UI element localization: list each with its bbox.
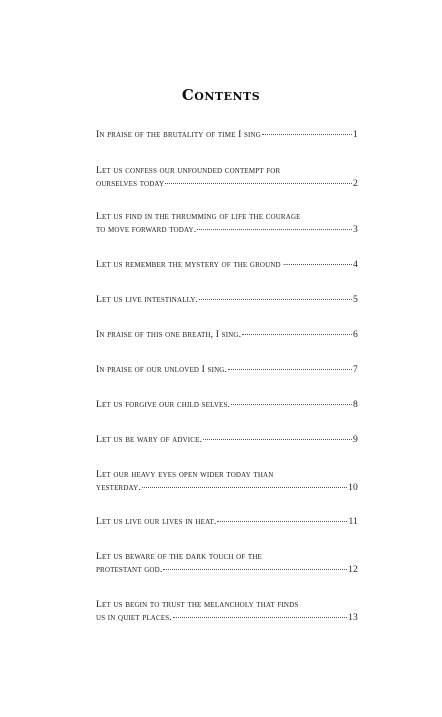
toc-entry-line: [96, 293, 358, 306]
toc-entry-line: [96, 398, 358, 411]
dot-leader: [165, 183, 352, 184]
toc-page-number: 9: [353, 434, 358, 445]
toc-entry-line: [96, 177, 358, 190]
dot-leader: [242, 334, 352, 335]
toc-page-number: 3: [353, 224, 358, 235]
toc-page-number: 10: [348, 482, 358, 493]
toc-entry-line: [96, 223, 358, 236]
dot-leader: [199, 299, 352, 300]
toc-entry-line: [96, 515, 358, 528]
toc-page-number: 5: [353, 294, 358, 305]
dot-leader: [173, 617, 347, 618]
toc-entry-line: [96, 598, 358, 611]
toc-entry-text: Let us remember the mystery of the ground –: [96, 259, 289, 270]
page-title: Contents: [181, 86, 261, 104]
toc-entry[interactable]: [96, 293, 358, 306]
toc-entry-line: [96, 328, 358, 341]
toc-page-number: 6: [353, 329, 358, 340]
toc-entry-text: In praise of this one breath, I sing.: [96, 329, 242, 340]
toc-entry-text: Let our heavy eyes open wider today than: [96, 469, 274, 480]
toc-page-number: 1: [353, 129, 358, 140]
dot-leader: [142, 487, 347, 488]
toc-entry-text: Let us forgive our child selves.: [96, 399, 231, 410]
dot-leader: [289, 264, 352, 265]
toc-entry-line: [96, 468, 358, 481]
dot-leader: [228, 369, 352, 370]
dot-leader: [217, 521, 347, 522]
toc-entry-text: In praise of the brutality of time I sing: [96, 129, 261, 140]
toc-entry-line: [96, 258, 358, 271]
toc-entry-text: us in quiet places.: [96, 612, 172, 623]
toc-entry-text: to move forward today.: [96, 224, 197, 235]
toc-entry-text: yesterday.: [96, 482, 141, 493]
dot-leader: [203, 439, 352, 440]
toc-entry-text: Let us confess our unfounded contempt for: [96, 165, 281, 176]
toc-entry-text: Let us live our lives in heat.: [96, 516, 217, 527]
toc-page-number: 12: [348, 564, 358, 575]
dot-leader: [231, 404, 352, 405]
toc-entry-line: [96, 550, 358, 563]
toc-page-number: 11: [348, 516, 358, 527]
toc-entry-text: Let us find in the thrumming of life the courage: [96, 211, 301, 222]
toc-entry[interactable]: [96, 515, 358, 528]
toc-entry[interactable]: [96, 210, 358, 236]
toc-entry[interactable]: [96, 258, 358, 271]
toc-entry-line: [96, 363, 358, 376]
toc-page-number: 7: [353, 364, 358, 375]
dot-leader: [197, 229, 352, 230]
toc-entry-line: [96, 210, 358, 223]
toc-entry-text: Let us live intestinally.: [96, 294, 199, 305]
toc-entry[interactable]: [96, 433, 358, 446]
toc-entry[interactable]: [96, 468, 358, 494]
toc-entry[interactable]: [96, 363, 358, 376]
toc-entry[interactable]: [96, 550, 358, 576]
toc-entry-line: [96, 433, 358, 446]
dot-leader: [163, 569, 347, 570]
toc-page-number: 8: [353, 399, 358, 410]
toc-entry-line: [96, 164, 358, 177]
toc-entry-text: Let us be wary of advice.: [96, 434, 203, 445]
toc-entry-line: [96, 481, 358, 494]
toc-entry-text: In praise of our unloved I sing.: [96, 364, 228, 375]
toc-entry-text: Let us beware of the dark touch of the: [96, 551, 262, 562]
toc-entry-line: [96, 128, 358, 141]
toc-entry[interactable]: [96, 598, 358, 624]
toc-entry[interactable]: [96, 328, 358, 341]
toc-entry-line: [96, 611, 358, 624]
toc-entry[interactable]: [96, 164, 358, 190]
toc-entry-text: ourselves today: [96, 178, 165, 189]
toc-entry-line: [96, 563, 358, 576]
toc-entry[interactable]: [96, 128, 358, 141]
toc-entry-text: Let us begin to trust the melancholy that finds: [96, 599, 299, 610]
toc-page-number: 13: [348, 612, 358, 623]
toc-page-number: 2: [353, 178, 358, 189]
dot-leader: [262, 134, 352, 135]
toc-entry[interactable]: [96, 398, 358, 411]
toc-entry-text: protestant god.: [96, 564, 163, 575]
toc-page-number: 4: [353, 259, 358, 270]
